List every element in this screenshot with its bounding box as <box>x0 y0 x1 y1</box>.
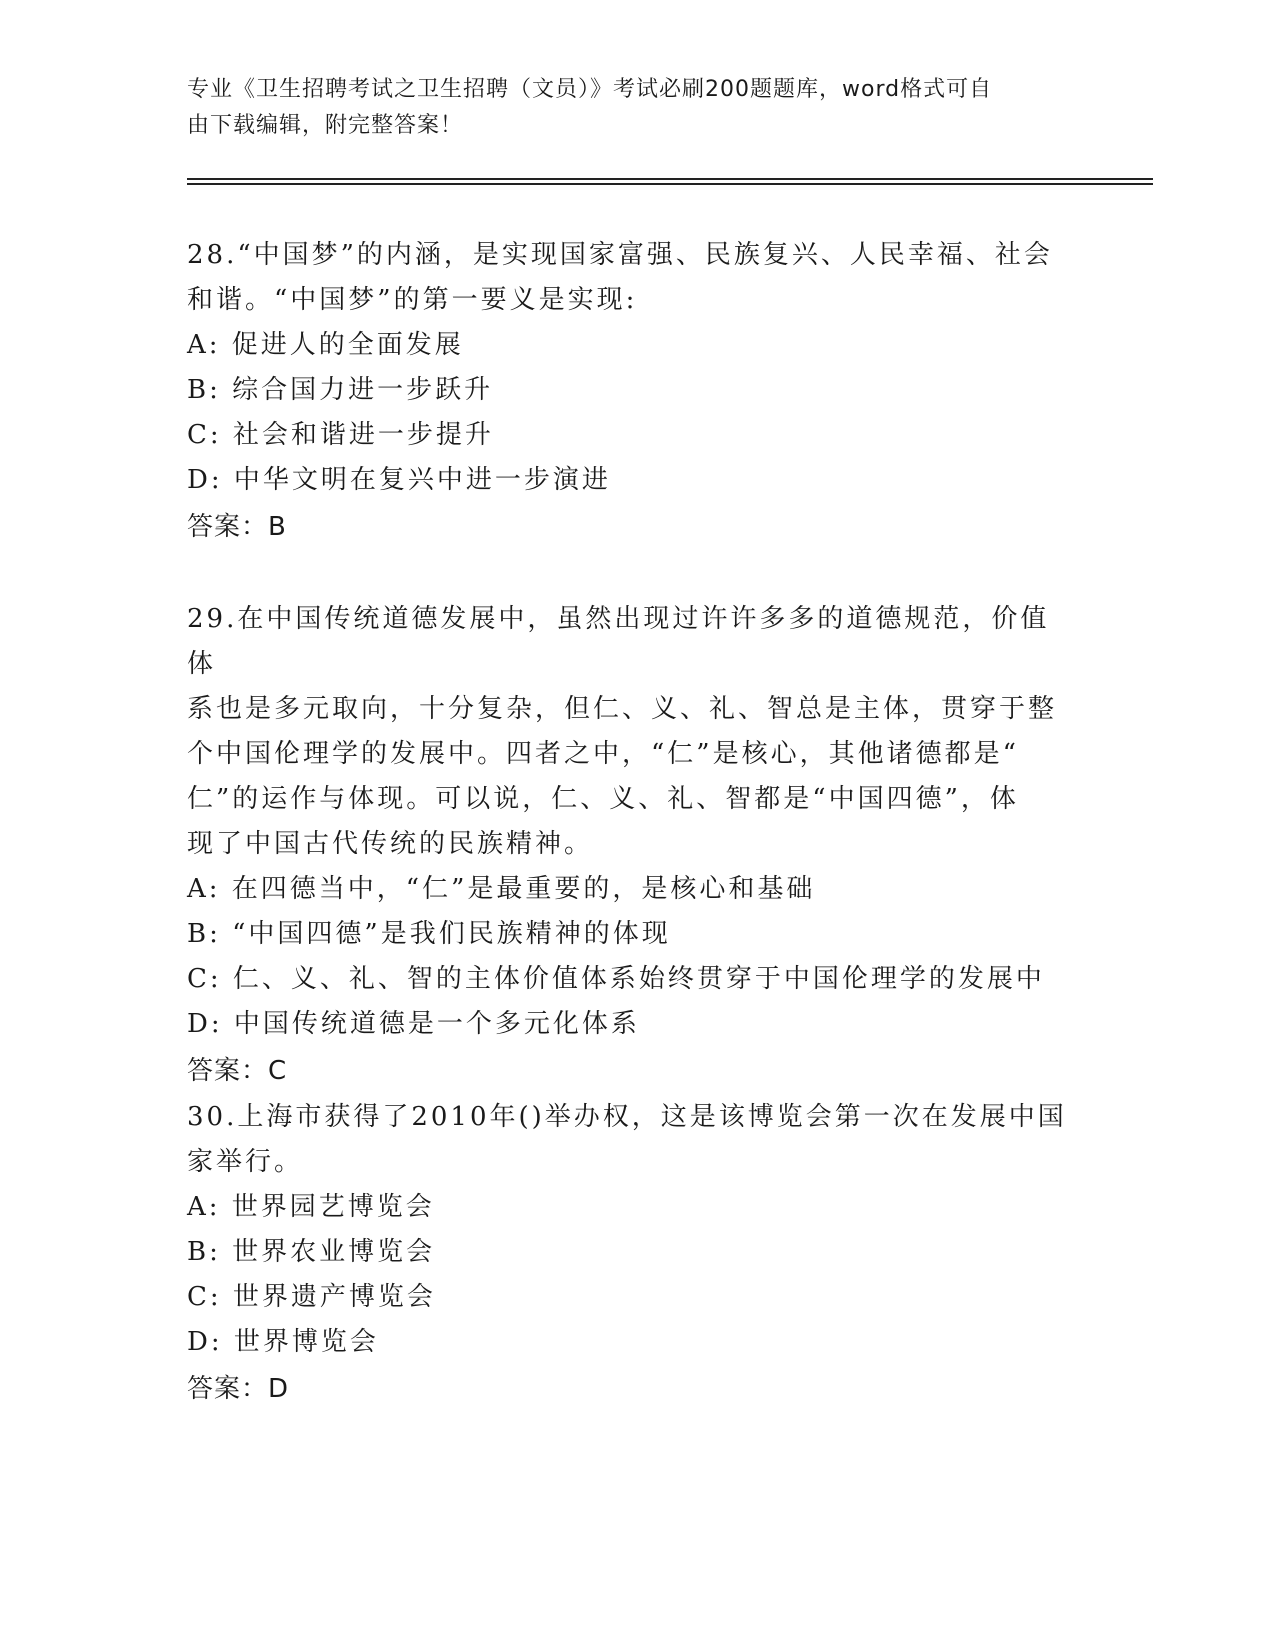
option-b: B: 综合国力进一步跃升 <box>187 375 494 405</box>
header-divider <box>187 178 1153 180</box>
header-line: 专业《卫生招聘考试之卫生招聘（文员）》考试必刷200题题库，word格式可自 <box>187 77 993 102</box>
question-stem <box>187 597 1067 867</box>
option-d: D: 世界博览会 <box>187 1327 379 1357</box>
stem-line: 和谐。“中国梦”的第一要义是实现: <box>187 285 638 315</box>
option-a: A: 世界园艺博览会 <box>187 1192 435 1222</box>
stem-line: 个中国伦理学的发展中。四者之中，“仁”是核心，其他诸德都是“ <box>187 739 1019 769</box>
question-stem <box>187 1095 1067 1185</box>
option-c: C: 仁、义、礼、智的主体价值体系始终贯穿于中国伦理学的发展中 <box>187 964 1045 994</box>
stem-line: 29.在中国传统道德发展中，虽然出现过许许多多的道德规范，价值体 <box>187 604 1050 679</box>
document-header <box>187 72 1067 144</box>
answer: 答案：B <box>187 512 287 542</box>
header-line: 由下载编辑，附完整答案！ <box>187 113 464 138</box>
stem-line: 系也是多元取向，十分复杂，但仁、义、礼、智总是主体，贯穿于整 <box>187 694 1058 724</box>
option-c: C: 社会和谐进一步提升 <box>187 420 494 450</box>
option-b: B: 世界农业博览会 <box>187 1237 436 1267</box>
question-stem <box>187 233 1067 323</box>
answer: 答案：C <box>187 1056 288 1086</box>
answer: 答案：D <box>187 1374 290 1404</box>
question-30 <box>187 1095 1067 1412</box>
option-a: A: 在四德当中，“仁”是最重要的，是核心和基础 <box>187 874 816 904</box>
stem-line: 28.“中国梦”的内涵，是实现国家富强、民族复兴、人民幸福、社会 <box>187 240 1053 270</box>
stem-line: 家举行。 <box>187 1147 304 1177</box>
header-divider <box>187 183 1153 185</box>
option-c: C: 世界遗产博览会 <box>187 1282 436 1312</box>
stem-line: 仁”的运作与体现。可以说，仁、义、礼、智都是“中国四德”，体 <box>187 784 1019 814</box>
option-d: D: 中华文明在复兴中进一步演进 <box>187 465 611 495</box>
question-28 <box>187 233 1067 550</box>
option-d: D: 中国传统道德是一个多元化体系 <box>187 1009 640 1039</box>
stem-line: 现了中国古代传统的民族精神。 <box>187 829 594 859</box>
question-29 <box>187 597 1067 1094</box>
option-b: B: “中国四德”是我们民族精神的体现 <box>187 919 671 949</box>
stem-line: 30.上海市获得了2010年()举办权，这是该博览会第一次在发展中国 <box>187 1102 1067 1132</box>
option-a: A: 促进人的全面发展 <box>187 330 464 360</box>
